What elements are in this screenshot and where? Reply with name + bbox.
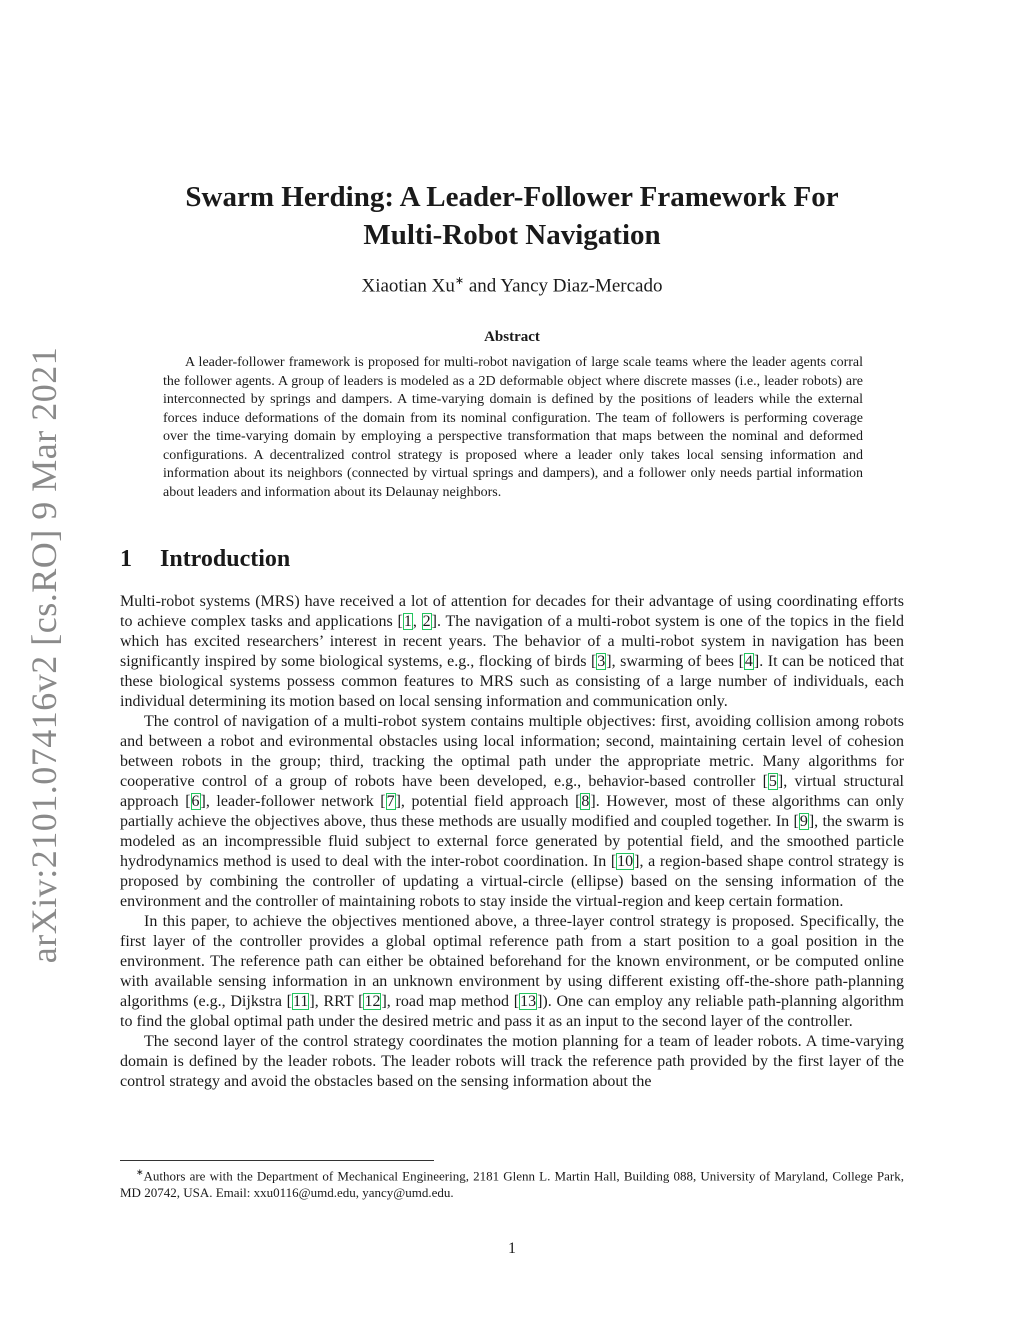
text-run: , potential field approach: [400, 793, 576, 810]
paragraph-2: The control of navigation of a multi-robot system contains multiple objectives: first, avoiding collision among robots and between a robot and evironmental obstacles using local information; second, maintaining certain level of cohesion between robots in the group; third, tracking the optimal path under the appropriate metric. Many algorithms for cooperative control of a group of robots have been developed, e.g., behavior-based controller [5], virtual structural approach [6], leader-follower network [7], potential field approach [8]. However, most of these algorithms can only partially achieve the objectives above, thus these methods are usually modified and coupled together. In [9], the swarm is modeled as an incompressible fluid subject to external force generated by potential field, and the smoothed particle hydrodynamics method is used to deal with the inter-robot coordination. In [10], a region-based shape control strategy is proposed by combining the controller of updating a virtual-circle (ellipse) based on the sensing information of the environment and the controller of maintaining robots to stay inside the virtual-region and keep certain formation.: [120, 713, 905, 910]
page-number: 1: [508, 1240, 516, 1257]
arxiv-stamp: [14, 346, 74, 964]
text-run: . The navigation of a multi-robot system is one of the topics in the field which has excited researchers’ interest in recent years. The behavior of a multi-robot system in navigation has been significantly inspired by some biological systems, e.g., flocking of birds: [120, 613, 905, 670]
citation-link[interactable]: 1: [403, 613, 412, 630]
footnote: [120, 1164, 904, 1201]
text-run: . However, most of these algorithms can only partially achieve the objectives above, thus these methods are usually modified and coupled together. In: [120, 793, 905, 830]
text-run: ,: [412, 613, 422, 630]
footnote-rule: [120, 1160, 434, 1161]
citation-link[interactable]: 4: [744, 653, 753, 670]
text-run: , road map method: [386, 993, 514, 1010]
text-run: , leader-follower network: [205, 793, 381, 810]
section-title: Introduction: [160, 546, 291, 572]
section-heading: [120, 546, 290, 573]
citation-link[interactable]: 2: [422, 613, 431, 630]
title-line-1: Swarm Herding: A Leader-Follower Framework For: [185, 181, 839, 213]
text-run: In this paper, to achieve the objectives mentioned above, a three-layer control strategy is proposed. Specifically, the first layer of the controller provides a global optimal reference path from a start position to a goal position in the environment. The reference path can either be obtained beforehand for the known environment, or be computed online with available sensing information in an unknown environment by using different existing off-the-shore path-planning algorithms (e.g., Dijkstra: [120, 913, 904, 1010]
footnote-text: Authors are with the Department of Mechanical Engineering, 2181 Glenn L. Martin Hall, Building 088, University of Maryland, College Park, MD 20742, USA. Email: xxu0116@umd.edu, yancy@umd.edu.: [120, 1168, 904, 1201]
citation-link[interactable]: 6: [191, 793, 200, 810]
author-rest: and Yancy Diaz-Mercado: [464, 275, 663, 297]
text-run: , the swarm is modeled as an incompressible fluid subject to external force generated by potential field, and the smoothed particle hydrodynamics method is used to deal with the inter-robot coordination. In: [120, 813, 904, 870]
citation-link[interactable]: 9: [799, 813, 808, 830]
text-run: The control of navigation of a multi-robot system contains multiple objectives: first, avoiding collision among robots and between a robot and evironmental obstacles using local information; second, maintaining certain level of cohesion between robots in the group; third, tracking the optimal path under the appropriate metric. Many algorithms for cooperative control of a group of robots have been developed, e.g., behavior-based controller: [120, 713, 904, 790]
footnote-mark: ∗: [136, 1167, 144, 1177]
abstract-text: A leader-follower framework is proposed for multi-robot navigation of large scale teams where the leader agents corral the follower agents. A group of leaders is modeled as a 2D deformable object where discrete masses (i.e., leader robots) are interconnected by springs and dampers. A time-varying domain is defined by the positions of leaders while the external forces induce deformations of the domain from its nominal configuration. The team of followers is performing coverage over the time-varying domain by employing a perspective transformation that maps between the nominal and deformed configurations. A decentralized control strategy is proposed where a leader only takes local sensing information and information about its neighbors (connected by virtual springs and dampers), and a follower only needs partial information about leaders and information about its Delaunay neighbors.: [163, 355, 863, 500]
abstract-heading: Abstract: [484, 329, 540, 345]
citation-link[interactable]: 12: [364, 993, 381, 1010]
text-run: , RRT: [314, 993, 359, 1010]
citation-link[interactable]: 11: [293, 993, 309, 1010]
text-run: ). One can employ any reliable path-planning algorithm to find the global optimal path under the desired metric and pass it as an input to the second layer of the controller.: [120, 993, 904, 1030]
citation-link[interactable]: 3: [597, 653, 606, 670]
citation-link[interactable]: 10: [617, 853, 634, 870]
paragraph-3: In this paper, to achieve the objectives mentioned above, a three-layer control strategy is proposed. Specifically, the first layer of the controller provides a global optimal reference path from a start position to a goal position in the environment. The reference path can either be obtained beforehand for the known environment, or be computed online with available sensing information in an unknown environment by using different existing off-the-shore path-planning algorithms (e.g., Dijkstra [11], RRT [12], road map method [13]). One can employ any reliable path-planning algorithm to find the global optimal path under the desired metric and pass it as an input to the second layer of the controller.: [120, 913, 904, 1030]
citation-link[interactable]: 8: [581, 793, 590, 810]
paper-title: [120, 178, 904, 254]
author-footnote-mark: ∗: [454, 275, 465, 287]
text-run: . It can be noticed that these biological systems possess common features to MRS such as consisting of a large number of individuals, each individual determining its motion based on local sensing information and communication only.: [120, 653, 904, 710]
citation-link[interactable]: 5: [768, 773, 777, 790]
text-run: , swarming of bees: [611, 653, 739, 670]
citation-link[interactable]: 7: [386, 793, 395, 810]
authors: [120, 274, 904, 297]
paragraph-1: Multi-robot systems (MRS) have received a lot of attention for decades for their advantage of using coordinating efforts to achieve complex tasks and applications [1, 2]. The navigation of a multi-robot system is one of the topics in the field which has excited researchers’ interest in recent years. The behavior of a multi-robot system in navigation has been significantly inspired by some biological systems, e.g., flocking of birds [3], swarming of bees [4]. It can be noticed that these biological systems possess common features to MRS such as consisting of a large number of individuals, each individual determining its motion based on local sensing information and communication only.: [120, 593, 905, 710]
text-run: , virtual structural approach: [120, 773, 905, 810]
body-text: [120, 592, 904, 1092]
text-run: Multi-robot systems (MRS) have received a lot of attention for decades for their advantage of using coordinating efforts to achieve complex tasks and applications: [120, 593, 904, 630]
author-first: Xiaotian Xu: [361, 275, 455, 297]
citation-link[interactable]: 13: [520, 993, 537, 1010]
section-number: 1: [120, 546, 132, 572]
title-line-2: Multi-Robot Navigation: [363, 219, 661, 251]
text-run: The second layer of the control strategy coordinates the motion planning for a team of leader robots. A time-varying domain is defined by the leader robots. The leader robots will track the reference path provided by the first layer of the control strategy and avoid the obstacles based on the sensing information about the: [120, 1033, 904, 1090]
arxiv-stamp-text: arXiv:2101.07416v2 [cs.RO] 9 Mar 2021: [24, 346, 65, 964]
text-run: , a region-based shape control strategy is proposed by combining the controller of updating a virtual-circle (ellipse) based on the sensing information of the environment and the controller of maintaining robots to stay inside the virtual-region and keep certain formation.: [120, 853, 904, 910]
paragraph-4: [120, 1032, 904, 1092]
